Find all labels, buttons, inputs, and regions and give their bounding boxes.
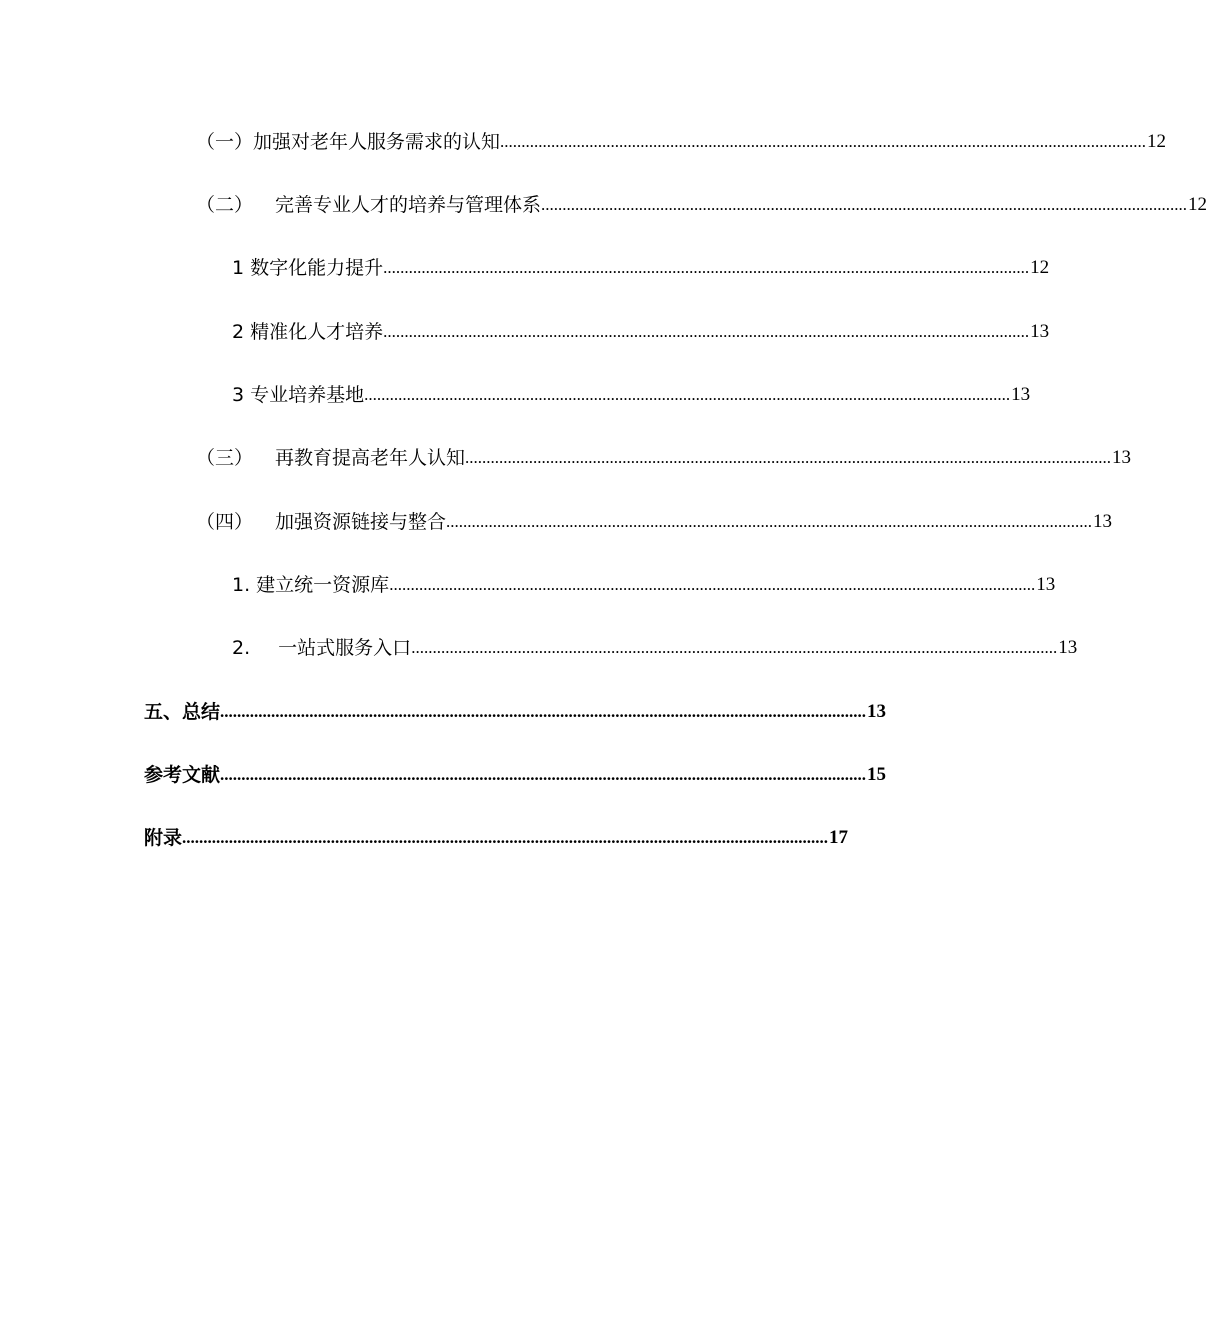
toc-leader-dots: ........................................................................................................................................................ — [389, 575, 1036, 594]
toc-leader-dots: ........................................................................................................................................................ — [383, 322, 1030, 341]
toc-entry-6[interactable] — [196, 440, 1132, 470]
toc-entry-label: 附录 — [144, 827, 183, 849]
toc-entry-label: （三） 再教育提高老年人认知 — [196, 447, 466, 469]
toc-leader-dots: ........................................................................................................................................................ — [411, 638, 1058, 657]
toc-entry-label: 2. 一站式服务入口 — [232, 637, 412, 659]
toc-page-number: 13 — [1093, 511, 1113, 532]
toc-page-number: 13 — [867, 701, 887, 722]
toc-page-number: 13 — [1030, 321, 1050, 342]
toc-entry-2[interactable] — [196, 187, 1207, 217]
toc-entry-3[interactable] — [232, 250, 1050, 280]
toc-entry-1[interactable] — [196, 124, 1167, 154]
toc-entry-label: 2 精准化人才培养 — [232, 321, 384, 343]
toc-entry-label: （四） 加强资源链接与整合 — [196, 511, 447, 533]
toc-entry-8[interactable] — [232, 567, 1056, 597]
toc-entry-7[interactable] — [196, 504, 1113, 534]
toc-leader-dots: ........................................................................................................................................................ — [465, 448, 1112, 467]
toc-entry-9[interactable] — [232, 630, 1078, 660]
toc-entry-label: （二） 完善专业人才的培养与管理体系 — [196, 194, 542, 216]
toc-entry-label: （一）加强对老年人服务需求的认知 — [196, 131, 501, 153]
toc-leader-dots: ........................................................................................................................................................ — [500, 132, 1147, 151]
toc-leader-dots: ........................................................................................................................................................ — [541, 195, 1188, 214]
toc-entry-5[interactable] — [232, 377, 1031, 407]
toc-leader-dots: ........................................................................................................................................................ — [364, 385, 1011, 404]
toc-leader-dots: ........................................................................................................................................................ — [446, 512, 1093, 531]
toc-entry-label: 参考文献 — [144, 764, 221, 786]
toc-leader-dots: ........................................................................................................................................................ — [182, 828, 829, 847]
toc-page-number: 17 — [829, 827, 849, 848]
toc-page-number: 12 — [1030, 257, 1050, 278]
toc-page-number: 12 — [1147, 131, 1167, 152]
toc-leader-dots: ........................................................................................................................................................ — [383, 258, 1030, 277]
toc-page-number: 13 — [1036, 574, 1056, 595]
toc-entry-label: 五、总结 — [144, 701, 221, 723]
toc-page-number: 13 — [1112, 447, 1132, 468]
toc-entry-4[interactable] — [232, 314, 1050, 344]
toc-page-number: 12 — [1188, 194, 1207, 215]
toc-page-number: 15 — [867, 764, 887, 785]
toc-entry-appendix[interactable] — [144, 820, 849, 850]
toc-page-number: 13 — [1011, 384, 1031, 405]
toc-leader-dots: ........................................................................................................................................................ — [220, 765, 867, 784]
toc-entry-label: 1. 建立统一资源库 — [232, 574, 390, 596]
toc-entry-label: 1 数字化能力提升 — [232, 257, 384, 279]
toc-leader-dots: ........................................................................................................................................................ — [220, 702, 867, 721]
toc-page-number: 13 — [1058, 637, 1078, 658]
toc-entry-label: 3 专业培养基地 — [232, 384, 365, 406]
toc-entry-references[interactable] — [144, 757, 887, 787]
toc-entry-summary[interactable] — [144, 694, 887, 724]
